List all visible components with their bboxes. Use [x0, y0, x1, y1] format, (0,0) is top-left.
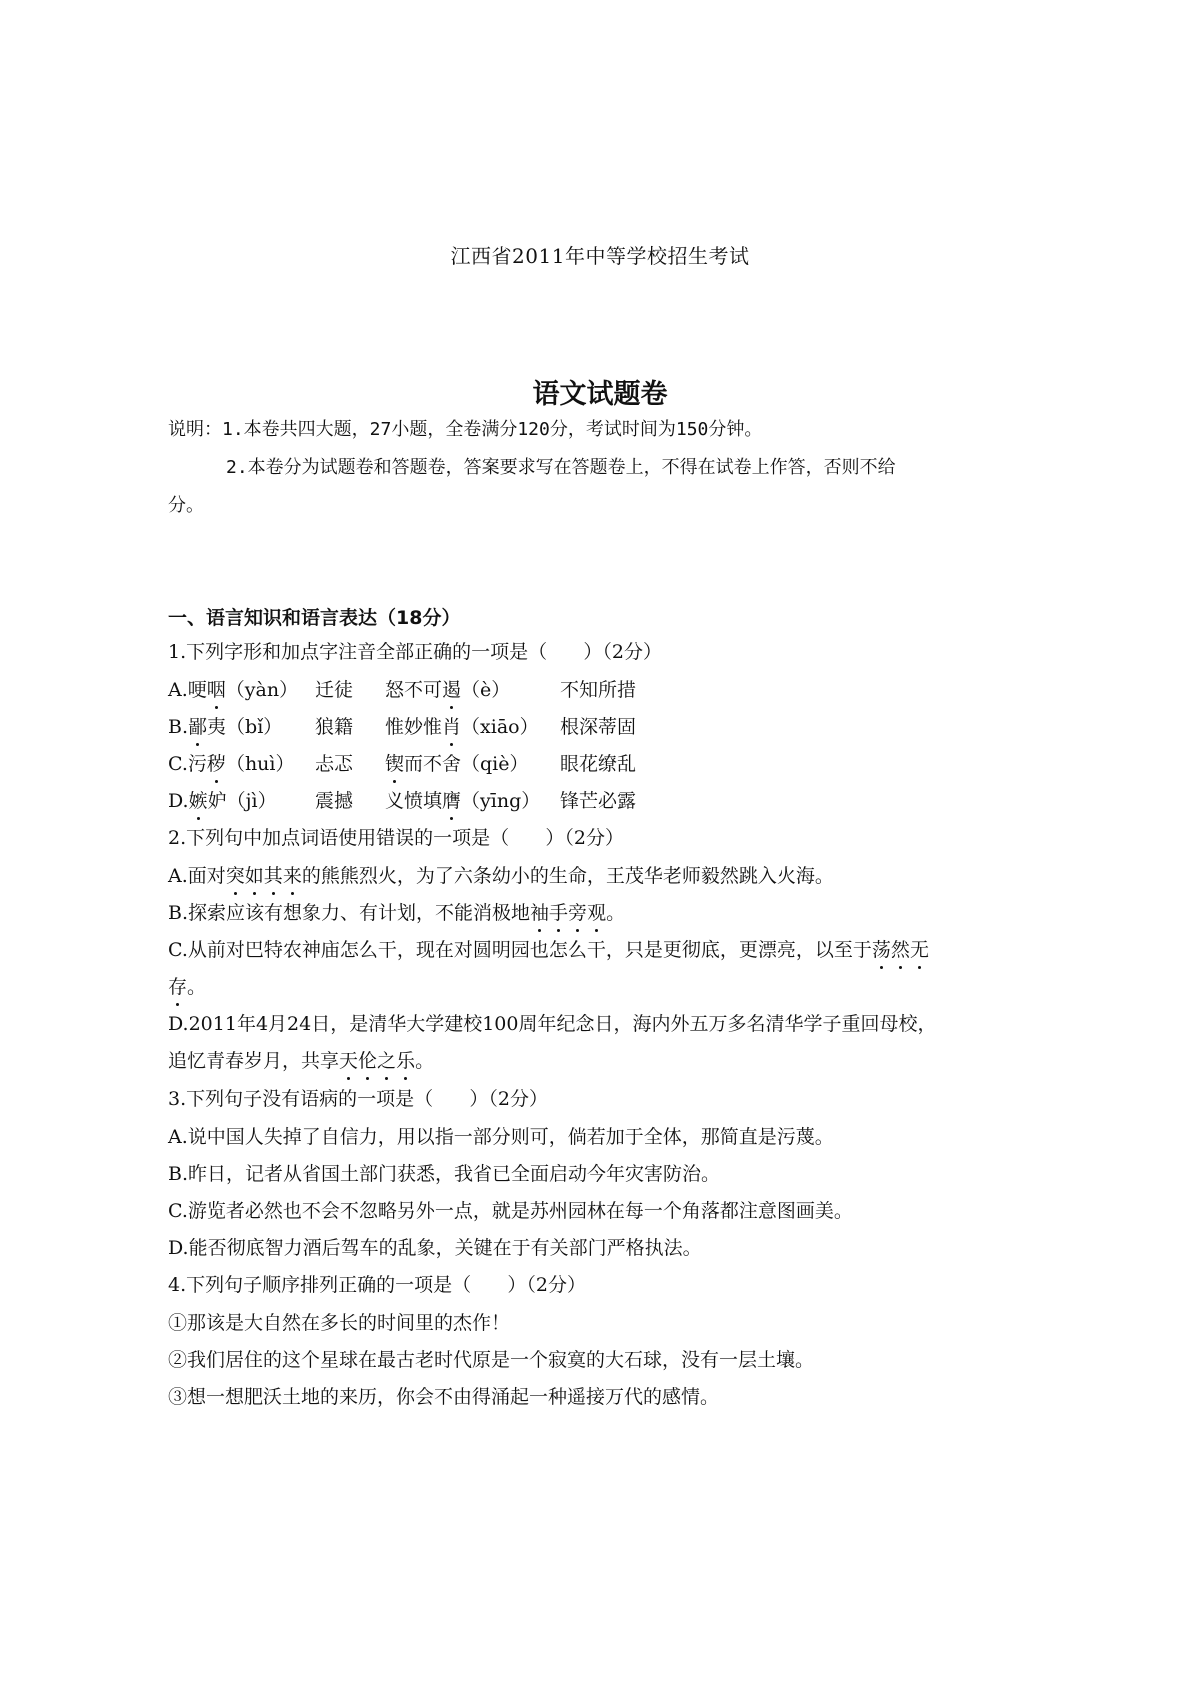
dotted-char: 手: [549, 902, 569, 924]
dotted-phrase: [168, 976, 187, 998]
q2-option-c-continued: [168, 975, 206, 999]
pinyin: （yàn）: [225, 679, 299, 701]
q1b-word-3: 惟妙惟: [385, 716, 443, 738]
dotted-char: 膺: [442, 790, 462, 812]
q1a-word-3: 怒不可: [385, 679, 443, 701]
pinyin: （huì）: [225, 753, 295, 775]
exam-title: 江西省2011年中等学校招生考试: [450, 244, 750, 268]
q3-option-c: C.游览者必然也不会不忽略另外一点，就是苏州园林在每一个角落都注意图画美。: [168, 1200, 853, 1222]
q1c-word-4: 眼花缭乱: [560, 753, 637, 775]
dotted-phrase: [872, 939, 929, 961]
dotted-char: 肖: [442, 716, 462, 738]
q2-option-c: [168, 938, 929, 962]
dotted-char: 遏: [442, 679, 462, 701]
q2-option-d: D.2011年4月24日，是清华大学建校100周年纪念日，海内外五万多名清华学子重回母校，: [168, 1013, 937, 1035]
pinyin: 而不舍（qiè）: [404, 753, 529, 775]
q2-option-a: [168, 864, 834, 888]
q4-sentence-3: ③想一想肥沃土地的来历，你会不由得涌起一种遥接万代的感情。: [168, 1386, 720, 1408]
dotted-char: 荡: [871, 939, 891, 961]
q4-stem: 4.下列句子顺序排列正确的一项是（ ）（2分）: [168, 1274, 586, 1296]
dotted-char: 无: [909, 939, 929, 961]
option-prefix: A.: [168, 679, 188, 701]
q1a-word-4: 不知所措: [560, 679, 637, 701]
q3-option-d: D.能否彻底智力酒后驾车的乱象，关键在于有关部门严格执法。: [168, 1237, 702, 1259]
note-2: 2.本卷分为试题卷和答题卷，答案要求写在答题卷上，不得在试卷上作答，否则不给: [226, 457, 896, 478]
note-1: 说明：1.本卷共四大题，27小题，全卷满分120分，考试时间为150分钟。: [168, 419, 763, 440]
q2d-text: 追忆青春岁月，共享: [168, 1050, 340, 1072]
q1c-word-2: 忐忑: [315, 753, 354, 775]
q1b-word-4: 根深蒂固: [560, 716, 637, 738]
pinyin: 夷（bǐ）: [207, 716, 283, 738]
q1d-word-4: 锋芒必露: [560, 790, 637, 812]
q2-option-b: [168, 901, 625, 925]
dotted-char: 之: [377, 1050, 397, 1072]
dotted-char: 突: [225, 865, 245, 887]
q2b-text-tail: 。: [606, 902, 626, 924]
q1b-word-2: 狼籍: [315, 716, 354, 738]
q1a-word-2: 迁徒: [315, 679, 354, 701]
q3-stem: 3.下列句子没有语病的一项是（ ）（2分）: [168, 1088, 548, 1110]
q1c-word: 污: [187, 753, 207, 775]
dotted-char: 锲: [385, 753, 405, 775]
q2a-text: A.面对: [168, 865, 226, 887]
dotted-char: 嫉: [188, 790, 208, 812]
dotted-char: 其: [263, 865, 283, 887]
q2c-text: C.从前对巴特农神庙怎么干，现在对圆明园也怎么干，只是更彻底，更漂亮，以至于: [168, 939, 872, 961]
dotted-phrase: [339, 1050, 415, 1072]
dotted-char: 乐: [396, 1050, 416, 1072]
q2-stem: 2.下列句中加点词语使用错误的一项是（ ）（2分）: [168, 827, 624, 849]
dotted-char: 袖: [530, 902, 550, 924]
q2d-text-tail: 。: [415, 1050, 435, 1072]
dotted-phrase: [226, 865, 302, 887]
q2-option-d-continued: [168, 1049, 434, 1073]
dotted-phrase: [530, 902, 606, 924]
option-prefix: C.: [168, 753, 188, 775]
note-2-continued: 分。: [168, 495, 204, 516]
dotted-char: 天: [339, 1050, 359, 1072]
q3-option-a: A.说中国人失掉了自信力，用以指一部分则可，倘若加于全体，那简直是污蔑。: [168, 1126, 834, 1148]
dotted-char: 观: [587, 902, 607, 924]
dotted-char: 伦: [358, 1050, 378, 1072]
option-prefix: B.: [168, 716, 189, 738]
pinyin: （xiāo）: [461, 716, 539, 738]
q1d-word-2: 震撼: [315, 790, 354, 812]
pinyin: （yīng）: [461, 790, 541, 812]
dotted-char: 咽: [206, 679, 226, 701]
dotted-char: 来: [282, 865, 302, 887]
option-prefix: D.: [168, 790, 189, 812]
q2b-text: B.探索应该有想象力、有计划，不能消极地: [168, 902, 531, 924]
pinyin: （è）: [461, 679, 511, 701]
q2c-text-tail: 。: [187, 976, 207, 998]
dotted-char: 存: [168, 976, 188, 998]
section-1-heading: 一、语言知识和语言表达（18分）: [168, 607, 461, 629]
dotted-char: 旁: [568, 902, 588, 924]
q2a-text-tail: 的熊熊烈火，为了六条幼小的生命，王茂华老师毅然跳入火海。: [301, 865, 834, 887]
q3-option-b: B.昨日，记者从省国土部门获悉，我省已全面启动今年灾害防治。: [168, 1163, 721, 1185]
q4-sentence-1: ①那该是大自然在多长的时间里的杰作！: [168, 1312, 511, 1334]
dotted-char: 鄙: [188, 716, 208, 738]
q4-sentence-2: ②我们居住的这个星球在最古老时代原是一个寂寞的大石球，没有一层土壤。: [168, 1349, 815, 1371]
q1a-word: 哽: [187, 679, 207, 701]
dotted-char: 如: [244, 865, 264, 887]
q1-stem: 1.下列字形和加点字注音全部正确的一项是（ ）（2分）: [168, 641, 662, 663]
pinyin: 妒（jì）: [207, 790, 277, 812]
paper-title: 语文试题卷: [532, 379, 668, 410]
dotted-char: 然: [890, 939, 910, 961]
dotted-char: 秽: [206, 753, 226, 775]
q1d-word-3: 义愤填: [385, 790, 443, 812]
